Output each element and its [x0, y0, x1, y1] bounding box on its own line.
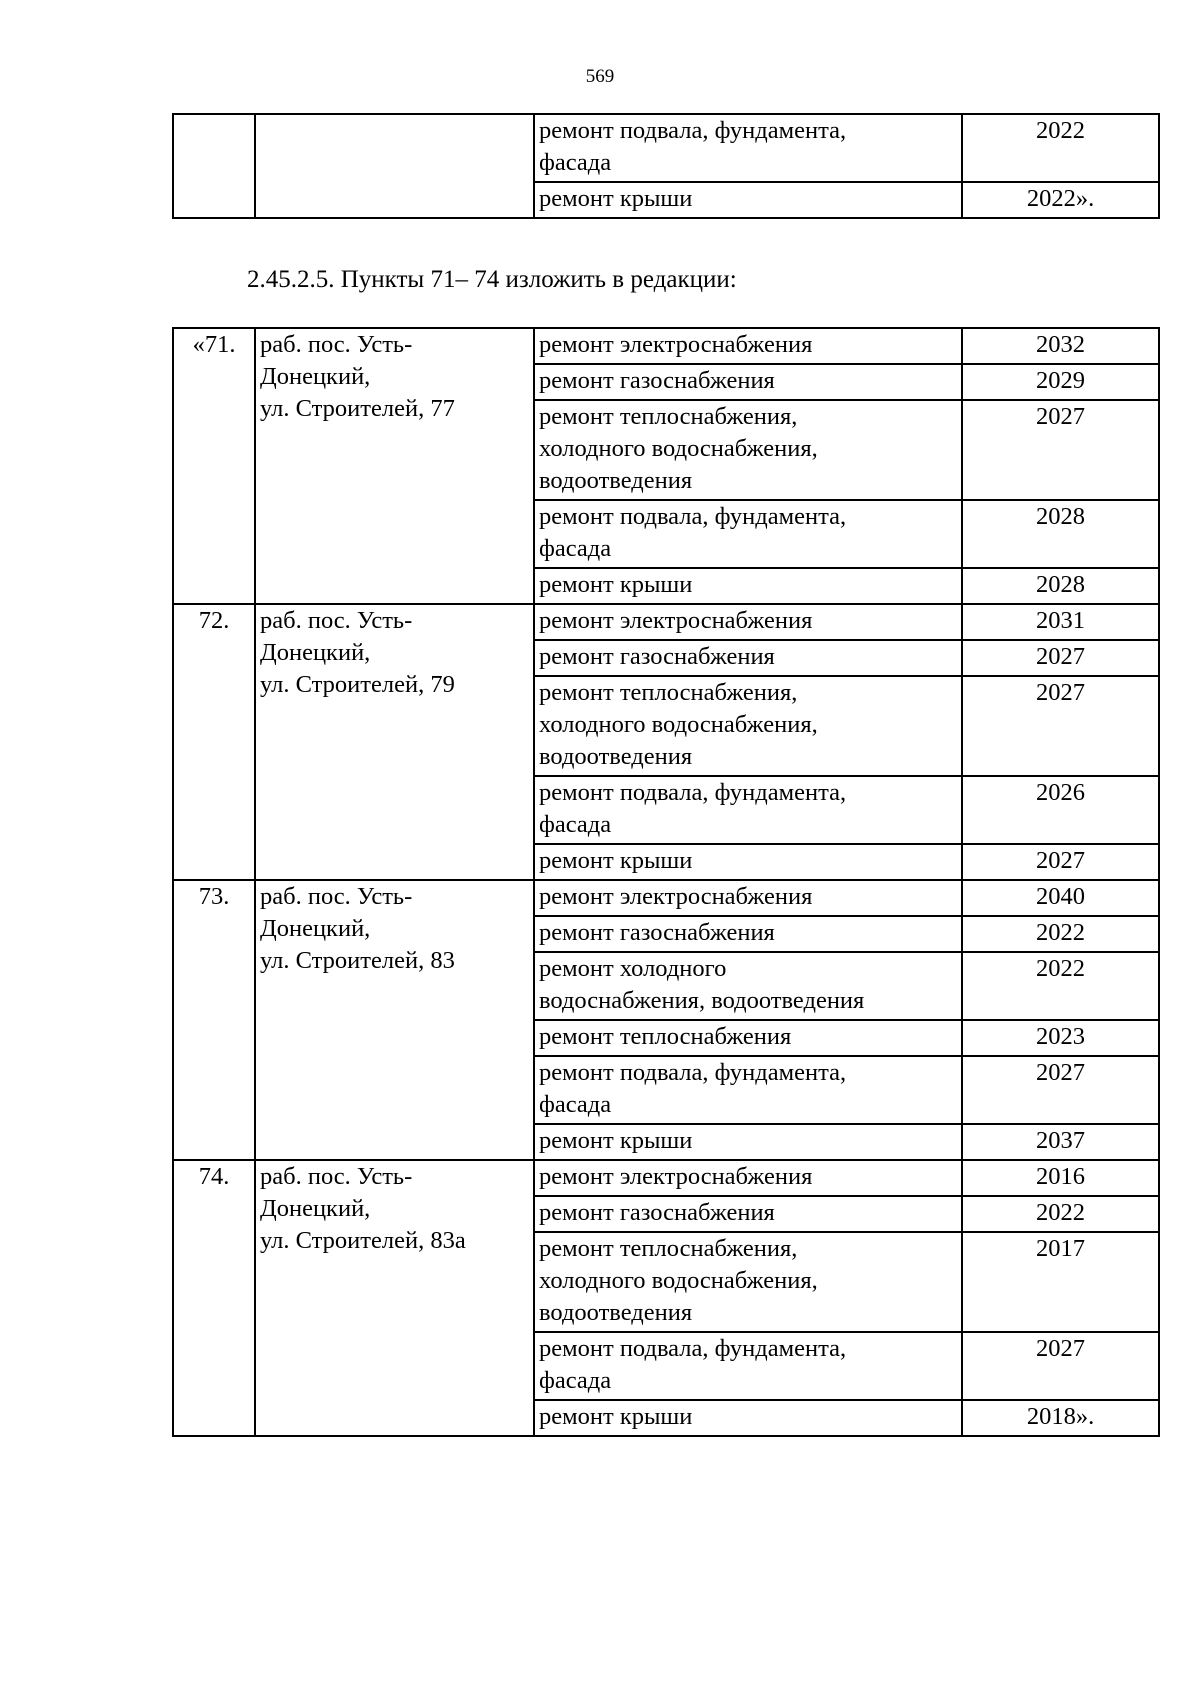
page-number: 569 [585, 66, 615, 87]
work-type-cell: ремонт электроснабжения [534, 604, 962, 640]
year-cell: 2027 [962, 400, 1159, 500]
work-type-cell: ремонт электроснабжения [534, 1160, 962, 1196]
work-type-cell: ремонт газоснабжения [534, 916, 962, 952]
year-cell: 2027 [962, 1332, 1159, 1400]
work-type-cell: ремонт подвала, фундамента, фасада [534, 776, 962, 844]
work-type-cell: ремонт теплоснабжения, холодного водоснабжения, водоотведения [534, 676, 962, 776]
address-cell [255, 114, 534, 218]
work-type-cell: ремонт крыши [534, 1124, 962, 1160]
year-cell: 2017 [962, 1232, 1159, 1332]
year-cell: 2031 [962, 604, 1159, 640]
address-cell: раб. пос. Усть- Донецкий, ул. Строителей, 83 [255, 880, 534, 1160]
work-type-cell: ремонт холодного водоснабжения, водоотведения [534, 952, 962, 1020]
year-cell: 2040 [962, 880, 1159, 916]
year-cell: 2027 [962, 844, 1159, 880]
work-type-cell: ремонт крыши [534, 1400, 962, 1436]
year-cell: 2022 [962, 952, 1159, 1020]
year-cell: 2023 [962, 1020, 1159, 1056]
year-cell: 2026 [962, 776, 1159, 844]
address-cell: раб. пос. Усть- Донецкий, ул. Строителей, 83а [255, 1160, 534, 1436]
work-type-cell: ремонт крыши [534, 182, 962, 218]
item-number-cell: 72. [173, 604, 255, 880]
table-row [173, 1160, 1159, 1196]
item-number-cell: 73. [173, 880, 255, 1160]
work-type-cell: ремонт теплоснабжения, холодного водоснабжения, водоотведения [534, 400, 962, 500]
work-type-cell: ремонт электроснабжения [534, 328, 962, 364]
item-number-cell: «71. [173, 328, 255, 604]
table-row [173, 328, 1159, 364]
continuation-table [172, 113, 1160, 219]
year-cell: 2016 [962, 1160, 1159, 1196]
section-heading: 2.45.2.5. Пункты 71– 74 изложить в редакции: [247, 266, 737, 293]
year-cell: 2028 [962, 568, 1159, 604]
year-cell: 2022 [962, 114, 1159, 182]
year-cell: 2022 [962, 916, 1159, 952]
work-type-cell: ремонт подвала, фундамента, фасада [534, 500, 962, 568]
table-row [173, 114, 1159, 182]
year-cell: 2032 [962, 328, 1159, 364]
year-cell: 2022». [962, 182, 1159, 218]
items-table [172, 327, 1160, 1437]
year-cell: 2027 [962, 1056, 1159, 1124]
work-type-cell: ремонт подвала, фундамента, фасада [534, 1056, 962, 1124]
work-type-cell: ремонт теплоснабжения [534, 1020, 962, 1056]
work-type-cell: ремонт теплоснабжения, холодного водоснабжения, водоотведения [534, 1232, 962, 1332]
table-row [173, 880, 1159, 916]
work-type-cell: ремонт крыши [534, 844, 962, 880]
work-type-cell: ремонт крыши [534, 568, 962, 604]
year-cell: 2018». [962, 1400, 1159, 1436]
year-cell: 2037 [962, 1124, 1159, 1160]
year-cell: 2028 [962, 500, 1159, 568]
item-number-cell [173, 114, 255, 218]
table-row [173, 604, 1159, 640]
item-number-cell: 74. [173, 1160, 255, 1436]
work-type-cell: ремонт электроснабжения [534, 880, 962, 916]
work-type-cell: ремонт газоснабжения [534, 364, 962, 400]
address-cell: раб. пос. Усть- Донецкий, ул. Строителей, 77 [255, 328, 534, 604]
year-cell: 2027 [962, 640, 1159, 676]
year-cell: 2029 [962, 364, 1159, 400]
work-type-cell: ремонт подвала, фундамента, фасада [534, 114, 962, 182]
year-cell: 2022 [962, 1196, 1159, 1232]
address-cell: раб. пос. Усть- Донецкий, ул. Строителей, 79 [255, 604, 534, 880]
year-cell: 2027 [962, 676, 1159, 776]
work-type-cell: ремонт газоснабжения [534, 1196, 962, 1232]
work-type-cell: ремонт газоснабжения [534, 640, 962, 676]
work-type-cell: ремонт подвала, фундамента, фасада [534, 1332, 962, 1400]
